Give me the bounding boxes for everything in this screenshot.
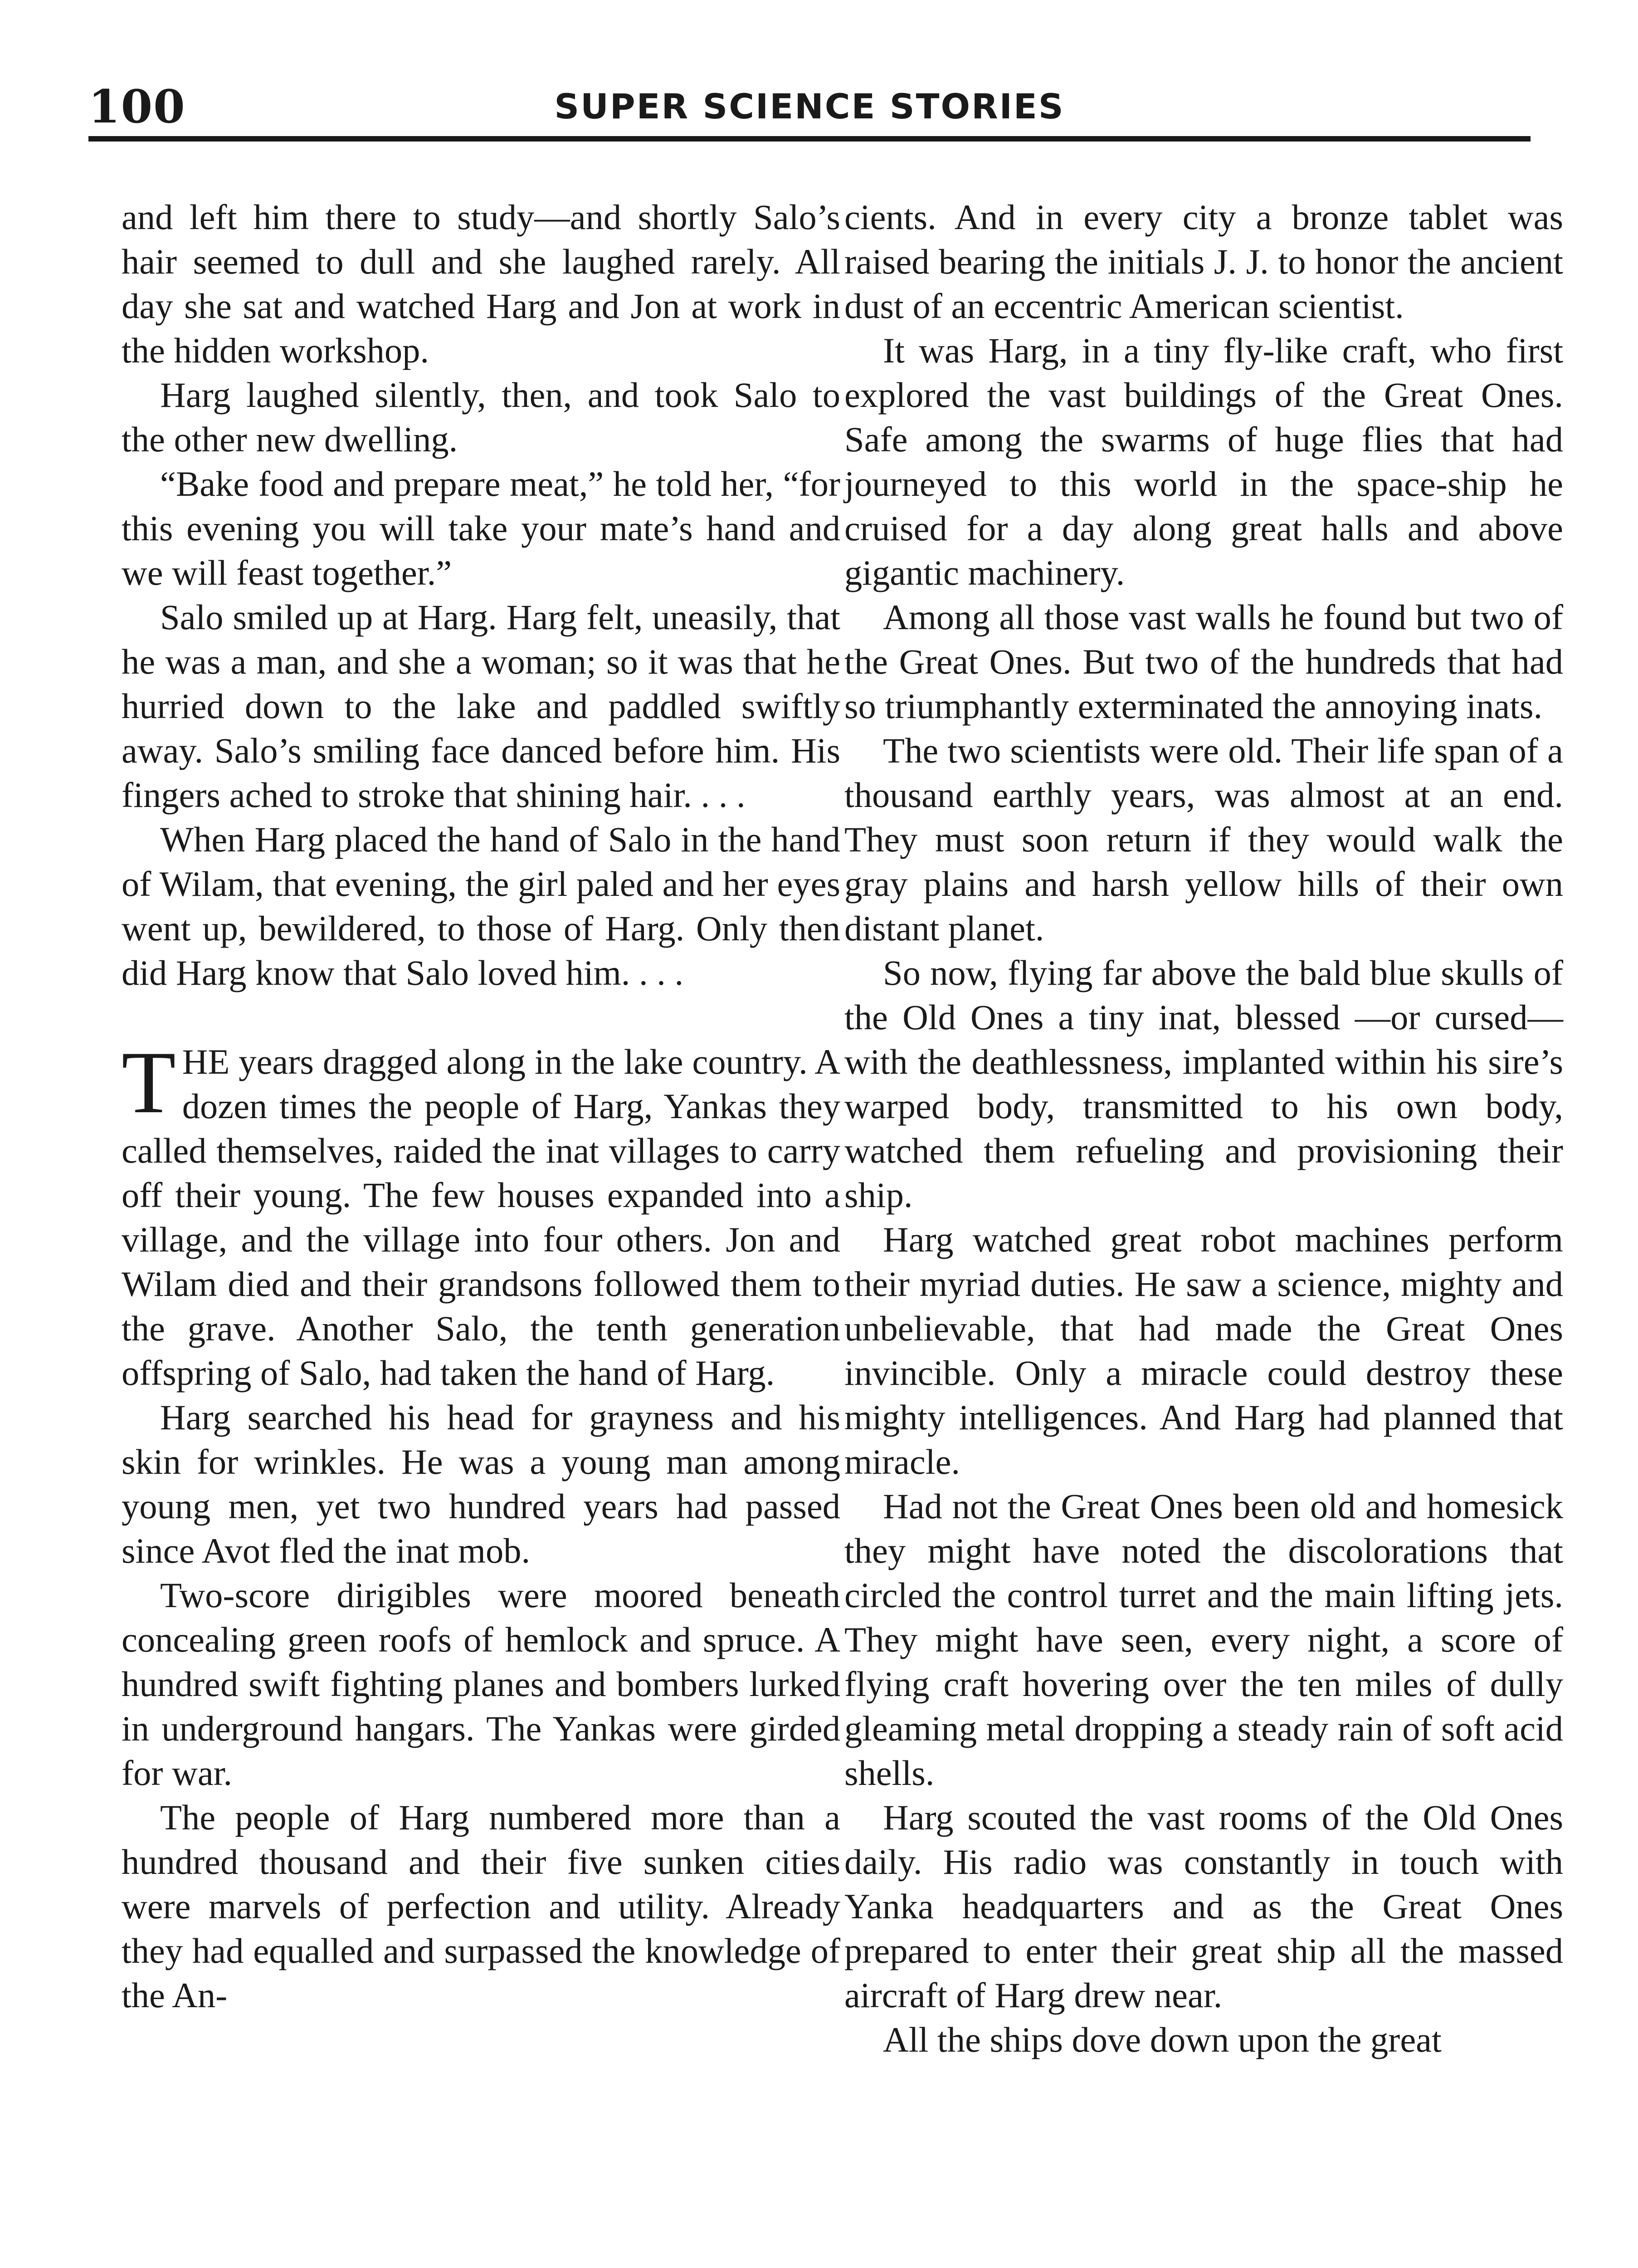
paragraph: The two scientists were old. Their life span of a thousand earthly years, was almost at an end. They must soon return if they would walk the gray plains and harsh yellow hills of their own distant planet. <box>844 731 1563 948</box>
left-column <box>122 195 840 2018</box>
right-column <box>844 195 1563 2062</box>
paragraph: When Harg placed the hand of Salo in the hand of Wilam, that evening, the girl paled and her eyes went up, bewildered, to those of Harg. Only then did Harg know that Salo loved him. . . . <box>122 820 840 992</box>
paragraph: Harg scouted the vast rooms of the Old Ones daily. His radio was constantly in touch with Yanka headquarters and as the Great Ones prepared to enter their great ship all the massed aircraft of Harg drew near. <box>844 1798 1563 2015</box>
paragraph: Salo smiled up at Harg. Harg felt, uneasily, that he was a man, and she a woman; so it was that he hurried down to the lake and paddled swiftly away. Salo’s smiling face danced before him. His fingers ached to stroke that shining hair. . . . <box>122 597 840 815</box>
header-rule <box>88 136 1531 142</box>
section-first-paragraph <box>122 1033 840 1395</box>
page-number: 100 <box>88 80 186 133</box>
page-header <box>88 77 1531 145</box>
paragraph: Harg watched great robot machines perform their myriad duties. He saw a science, mighty and unbelievable, that had made the Great Ones invincible. Only a miracle could destroy these mighty intelligences. And Harg had planned that miracle. <box>844 1220 1563 1481</box>
paragraph: The people of Harg numbered more than a hundred thousand and their five sunken cities were marvels of perfection and utility. Already they had equalled and surpassed the knowledge of the An- <box>122 1798 840 2015</box>
running-head: SUPER SCIENCE STORIES <box>554 86 1065 127</box>
paragraph: cients. And in every city a bronze tablet was raised bearing the initials J. J. to honor the ancient dust of an eccentric American scientist. <box>844 197 1563 326</box>
paragraph: Among all those vast walls he found but two of the Great Ones. But two of the hundreds that had so triumphantly exterminated the annoying inats. <box>844 597 1563 726</box>
paragraph: and left him there to study—and shortly Salo’s hair seemed to dull and she laughed rarely. All day she sat and watched Harg and Jon at work in the hidden workshop. <box>122 197 840 370</box>
section-first-paragraph-text: HE years dragged along in the lake country. A dozen times the people of Harg, Yankas they called themselves, raided the inat villages to carry off their young. The few houses expanded into a village, and the village into four others. Jon and Wilam died and their grandsons followed them to the grave. Another Salo, the tenth generation offspring of Salo, had taken the hand of Harg. <box>122 1042 840 1393</box>
paragraph: Harg searched his head for grayness and his skin for wrinkles. He was a young man among young men, yet two hundred years had passed since Avot fled the inat mob. <box>122 1398 840 1570</box>
paragraph: “Bake food and prepare meat,” he told her, “for this evening you will take your mate’s hand and we will feast together.” <box>122 464 840 592</box>
paragraph: Harg laughed silently, then, and took Salo to the other new dwelling. <box>122 375 840 459</box>
paragraph: So now, flying far above the bald blue skulls of the Old Ones a tiny inat, blessed —or cursed—with the deathlessness, implanted within his sire’s warped body, transmitted to his own body, watched them refueling and provisioning their ship. <box>844 953 1563 1215</box>
paragraph: It was Harg, in a tiny fly-like craft, who first explored the vast buildings of the Great Ones. Safe among the swarms of huge flies that had journeyed to this world in the space-ship he cruised for a day along great halls and above gigantic machinery. <box>844 331 1563 592</box>
paragraph: Had not the Great Ones been old and homesick they might have noted the discolorations that circled the control turret and the main lifting jets. They might have seen, every night, a score of flying craft hovering over the ten miles of dully gleaming metal dropping a steady rain of soft acid shells. <box>844 1486 1563 1793</box>
paragraph: All the ships dove down upon the great <box>883 2020 1442 2059</box>
paragraph: Two-score dirigibles were moored beneath concealing green roofs of hemlock and spruce. A hundred swift fighting planes and bombers lurked in underground hangars. The Yankas were girded for war. <box>122 1575 840 1793</box>
drop-cap: T <box>122 1033 176 1132</box>
